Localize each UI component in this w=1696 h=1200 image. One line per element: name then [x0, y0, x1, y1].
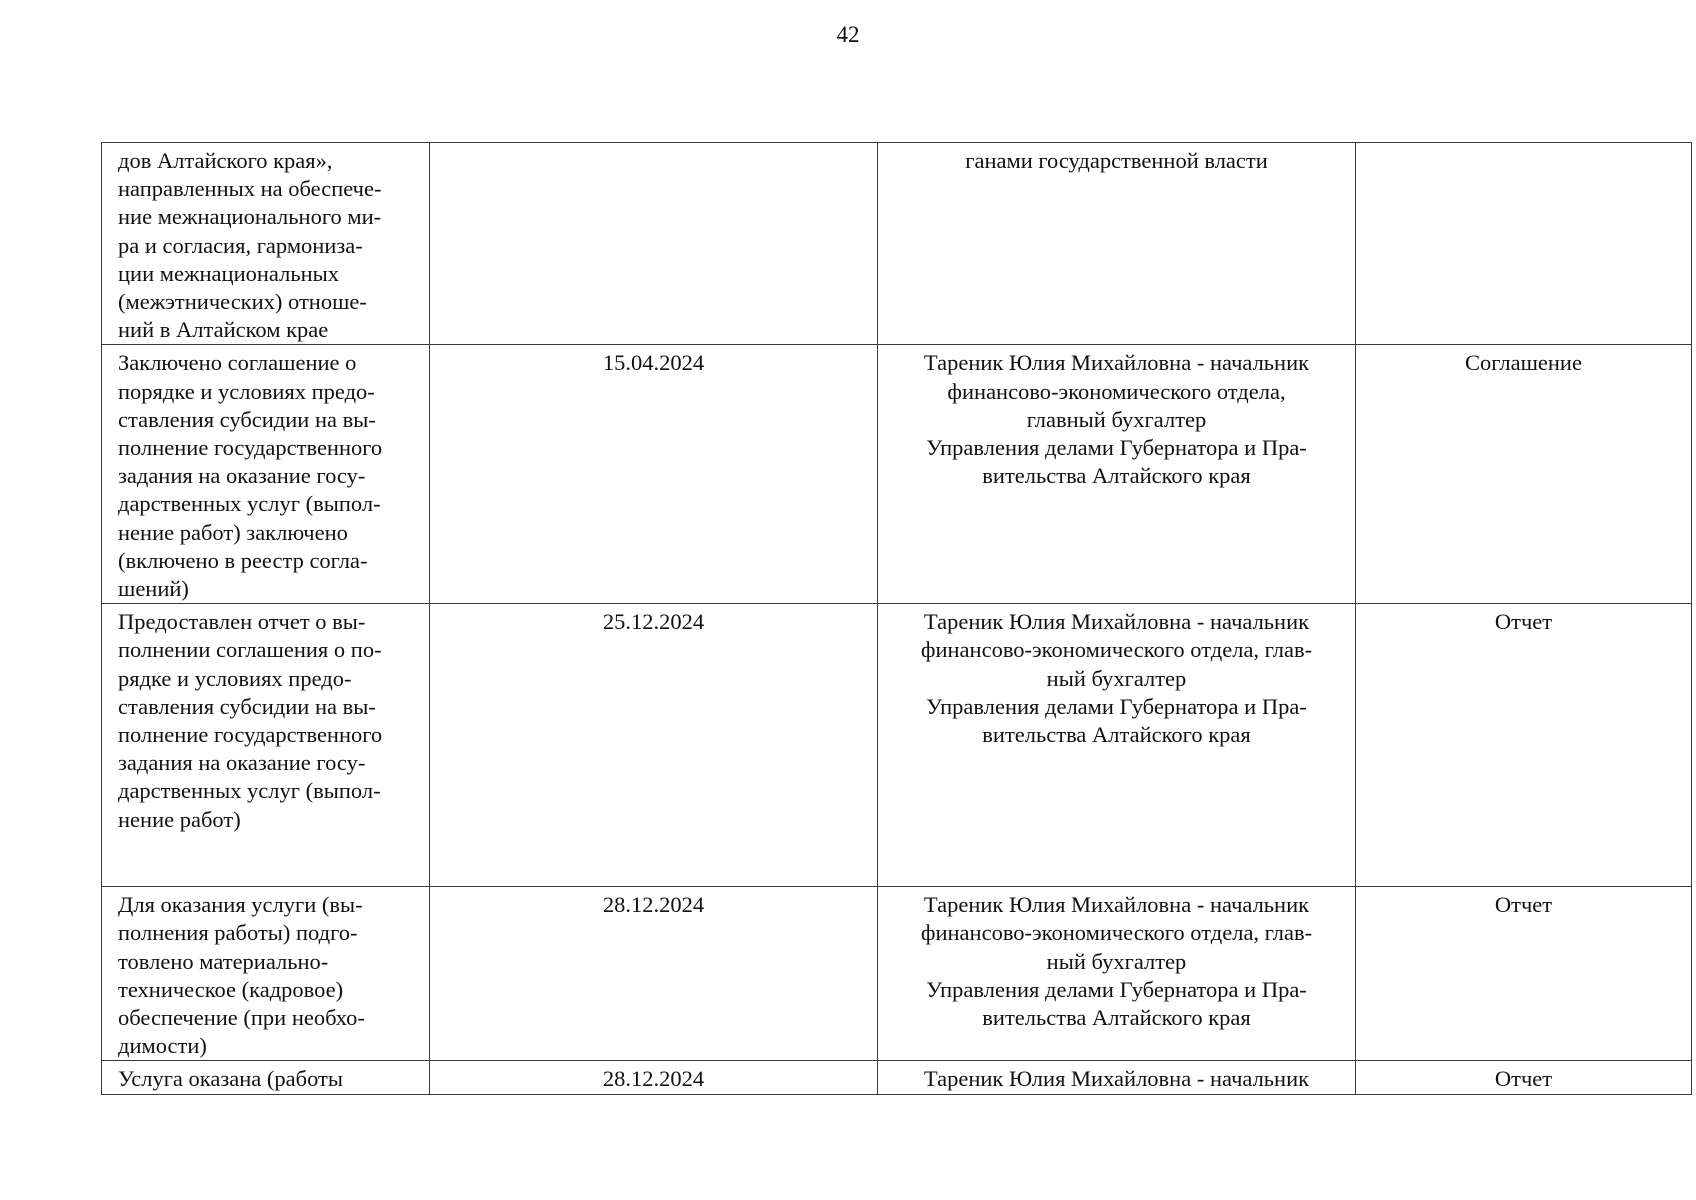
date-cell	[430, 604, 878, 887]
event-text: Для оказания услуги (вы- полнения работы) подго- товлено материально- техническое (кадровое) обеспечение (при необхо- димости)	[118, 892, 365, 1059]
date-text: 15.04.2024	[602, 350, 705, 376]
event-text: Заключено соглашение о порядке и условиях предо- ставления субсидии на вы- полнение государственного задания на оказание госу- дарственных услуг (выпол- нение работ) заключено (включено в реестр согла- шений)	[118, 350, 383, 602]
document-text: Отчет	[1494, 609, 1553, 635]
table-row	[102, 1061, 1692, 1094]
document-text: Отчет	[1494, 892, 1553, 918]
event-text: Предоставлен отчет о вы- полнении соглашения о по- рядке и условиях предо- ставления субсидии на вы- полнение государственного задания на оказание госу- дарственных услуг (выпол- нение работ)	[118, 609, 383, 832]
date-text: 28.12.2024	[602, 892, 705, 918]
table-row	[102, 345, 1692, 604]
date-cell	[430, 143, 878, 345]
document-cell	[1356, 345, 1692, 604]
responsible-text: Тареник Юлия Михайловна - начальник финансово-экономического отдела, главный бухгалтер Управления делами Губернатора и Пра- вительства Алтайского края	[923, 350, 1310, 489]
responsible-text: Тареник Юлия Михайловна - начальник финансово-экономического отдела, глав- ный бухгалтер Управления делами Губернатора и Пра- вительства Алтайского края	[920, 609, 1313, 748]
document-cell	[1356, 143, 1692, 345]
event-cell	[102, 143, 430, 345]
responsible-cell	[878, 143, 1356, 345]
responsible-cell	[878, 604, 1356, 887]
document-cell	[1356, 604, 1692, 887]
responsible-text: Тареник Юлия Михайловна - начальник	[923, 1066, 1310, 1092]
date-text: 25.12.2024	[602, 609, 705, 635]
responsible-cell	[878, 887, 1356, 1061]
table-row	[102, 143, 1692, 345]
date-cell	[430, 1061, 878, 1094]
event-cell	[102, 1061, 430, 1094]
date-text: 28.12.2024	[602, 1066, 705, 1092]
document-text: Соглашение	[1465, 350, 1582, 376]
control-points-table	[101, 142, 1692, 1095]
event-cell	[102, 345, 430, 604]
event-text: Услуга оказана (работы	[118, 1066, 343, 1092]
event-cell	[102, 604, 430, 887]
document-cell	[1356, 887, 1692, 1061]
date-cell	[430, 887, 878, 1061]
event-text: дов Алтайского края», направленных на обеспече- ние межнационального ми- ра и согласия, гармониза- ции межнациональных (межэтнических) отноше- ний в Алтайском крае	[118, 148, 382, 343]
responsible-text: Тареник Юлия Михайловна - начальник финансово-экономического отдела, глав- ный бухгалтер Управления делами Губернатора и Пра- вительства Алтайского края	[920, 892, 1313, 1031]
responsible-cell	[878, 1061, 1356, 1094]
document-text: Отчет	[1494, 1066, 1553, 1092]
document-cell	[1356, 1061, 1692, 1094]
table-row	[102, 604, 1692, 887]
event-cell	[102, 887, 430, 1061]
page-number: 42	[836, 22, 860, 47]
responsible-text: ганами государственной власти	[965, 148, 1268, 173]
date-cell	[430, 345, 878, 604]
table-row	[102, 887, 1692, 1061]
responsible-cell	[878, 345, 1356, 604]
